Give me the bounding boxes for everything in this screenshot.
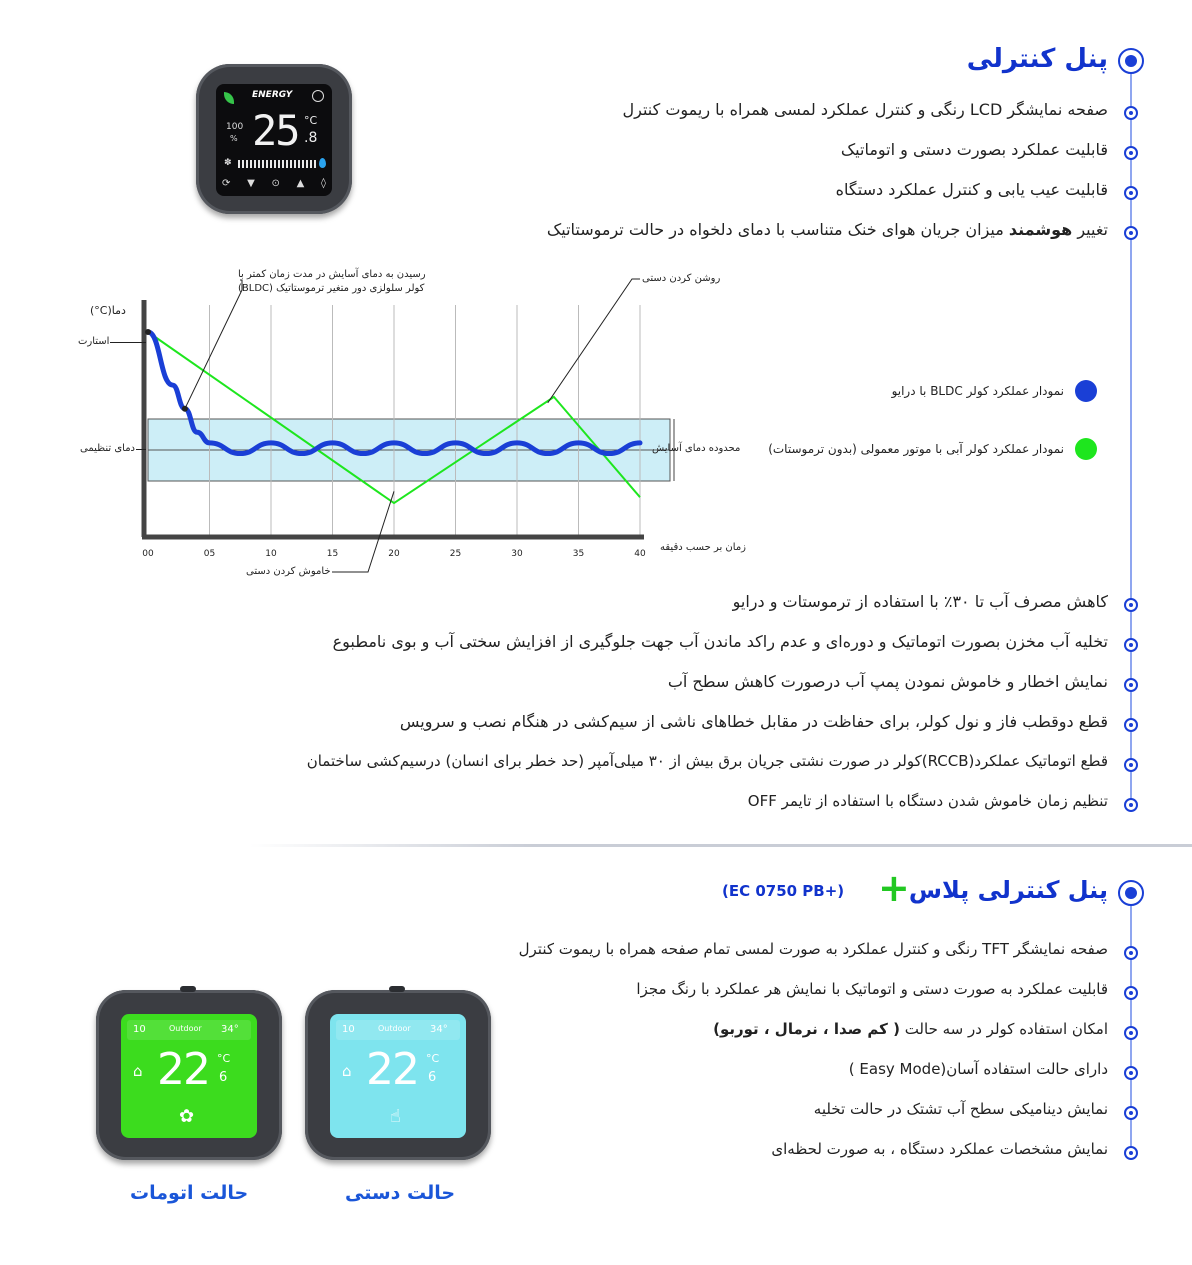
x-tick-label: 20 [388, 549, 400, 559]
x-tick-label: 35 [572, 549, 585, 559]
bullet-icon [1124, 986, 1138, 1000]
lcd-control-panel [196, 64, 352, 214]
auto-fan-icon: ✿ [179, 1106, 195, 1127]
bullet-icon [1124, 1066, 1138, 1080]
brand-logo: ENERGY [252, 90, 293, 100]
y-axis-label: دما(C°) [90, 304, 126, 317]
start-label: استارت [78, 336, 110, 347]
list-item: نمایش دینامیکی سطح آب تشتک در حالت تخلیه [813, 1100, 1108, 1118]
bullet-icon [1124, 638, 1138, 652]
list-item: تغییر هوشمند میزان جریان هوای خنک متناسب با دمای دلخواه در حالت ترموستاتیک [546, 220, 1108, 239]
setpoint-leader [136, 449, 146, 450]
device-notch [180, 986, 196, 992]
manual-off-label: خاموش کردن دستی [246, 566, 331, 577]
hand-icon: ☝ [390, 1106, 401, 1127]
legend-normal-label: نمودار عملکرد کولر آبی با موتور معمولی (بدون ترموستات) [768, 442, 1064, 456]
tft-panel-auto [96, 990, 282, 1160]
temperature-value: 22 [366, 1044, 418, 1095]
legend-bldc-label: نمودار عملکرد کولر BLDC با درایو [891, 384, 1064, 398]
outdoor-temp: 34° [430, 1024, 448, 1035]
plus-icon: + [878, 866, 910, 910]
humidity-value: 10 [342, 1024, 355, 1035]
bldc-annotation-2: کولر سلولزی دور متغیر ترموستاتیک (BLDC) [238, 283, 425, 294]
legend-normal-dot [1075, 438, 1097, 460]
temperature-decimal: 6 [219, 1070, 228, 1085]
temperature-chart [60, 260, 1160, 590]
outdoor-label: Outdoor [378, 1024, 411, 1033]
legend-bldc-dot [1075, 380, 1097, 402]
auto-mode-caption: حالت اتومات [130, 1182, 249, 1204]
bullet-icon [1124, 598, 1138, 612]
bullet-icon [1124, 1106, 1138, 1120]
list-item: قابلیت عملکرد بصورت دستی و اتوماتیک [840, 140, 1108, 159]
bldc-marker [182, 406, 188, 412]
manual-on-leader [548, 279, 640, 403]
x-tick-label: 40 [634, 549, 646, 559]
section-divider [250, 844, 1192, 847]
control-buttons-row [222, 178, 326, 189]
temperature-decimal: 6 [428, 1070, 437, 1085]
list-item: قطع اتوماتیک عملکرد(RCCB)کولر در صورت نشتی جریان برق بیش از ۳۰ میلی‌آمپر (حد خطر برای انسان) درسیم‌کشی ساختمان [306, 752, 1108, 770]
manual-off-leader [332, 491, 394, 572]
x-tick-label: 25 [449, 549, 462, 559]
x-tick-label: 00 [142, 549, 154, 559]
water-drop-icon [319, 158, 326, 168]
list-item: دارای حالت استفاده آسان(Easy Mode ) [848, 1060, 1108, 1078]
bldc-annotation-1: رسیدن به دمای آسایش در مدت زمان کمتر با [238, 269, 426, 280]
temperature-decimal: .8 [304, 130, 318, 146]
list-item: قابلیت عملکرد به صورت دستی و اتوماتیک با نمایش هر عملکرد با رنگ مجزا [636, 980, 1108, 998]
x-tick-label: 30 [511, 549, 523, 559]
fan-speed-icon: ✽ [224, 158, 232, 168]
tft-panel-manual [305, 990, 491, 1160]
list-item: صفحه نمایشگر LCD رنگی و کنترل عملکرد لمسی همراه با ریموت کنترل [622, 100, 1108, 119]
x-tick-label: 15 [326, 549, 339, 559]
list-item: صفحه نمایشگر TFT رنگی و کنترل عملکرد به صورت لمسی تمام صفحه همراه با ریموت کنترل [518, 940, 1108, 958]
list-item: کاهش مصرف آب تا ۳۰٪ با استفاده از ترموستات و درایو [732, 592, 1108, 611]
x-tick-label: 05 [203, 549, 216, 559]
bold-word: هوشمند [1008, 220, 1073, 239]
home-icon: ⌂ [342, 1062, 352, 1080]
bullet-icon [1124, 946, 1138, 960]
bullet-icon [1124, 1026, 1138, 1040]
bullet-icon [1124, 186, 1138, 200]
fan-speed-bar [238, 160, 316, 168]
list-item: قطع دوقطب فاز و نول کولر، برای حفاظت در مقابل خطاهای ناشی از سیم‌کشی در هنگام نصب و سرویس [399, 712, 1108, 731]
tft-screen [330, 1014, 466, 1138]
leaf-icon [224, 92, 234, 104]
refresh-icon[interactable]: ⟳ [222, 178, 231, 189]
humidity-percent: % [230, 134, 238, 143]
manual-mode-caption: حالت دستی [345, 1182, 456, 1204]
device-notch [389, 986, 405, 992]
humidity-value: 10 [133, 1024, 146, 1035]
humidity-value: 100 [226, 122, 244, 132]
up-arrow-icon[interactable]: ▲ [296, 178, 305, 189]
outdoor-label: Outdoor [169, 1024, 202, 1033]
lcd-screen [216, 84, 332, 196]
comfort-band-label: محدوده دمای آسایش [652, 443, 741, 454]
list-item: امکان استفاده کولر در سه حالت ( کم صدا ، نرمال ، توربو) [713, 1020, 1108, 1038]
bullet-icon [1124, 226, 1138, 240]
list-item: نمایش اخطار و خاموش نمودن پمپ آب درصورت کاهش سطح آب [667, 672, 1108, 691]
x-tick-label: 10 [265, 549, 277, 559]
bldc-annotation-leader [185, 280, 242, 409]
outdoor-temp: 34° [221, 1024, 239, 1035]
temperature-unit: °C [426, 1052, 440, 1065]
bullet-icon [1124, 758, 1138, 772]
list-item: تخلیه آب مخزن بصورت اتوماتیک و دوره‌ای و عدم راکد ماندن آب جهت جلوگیری از افزایش سختی آب و بوی نامطبوع [332, 632, 1108, 651]
temperature-unit: °C [217, 1052, 231, 1065]
section2-title: پنل کنترلی پلاس [908, 876, 1108, 904]
list-item: تنظیم زمان خاموش شدن دستگاه با استفاده از تایمر OFF [747, 792, 1108, 810]
model-code: (EC 0750 PB+) [722, 882, 845, 900]
section1-bullet-icon [1118, 48, 1144, 74]
bullet-icon [1124, 1146, 1138, 1160]
temperature-unit: °C [304, 114, 318, 127]
fan-icon [312, 90, 324, 102]
bullet-icon [1124, 106, 1138, 120]
section1-title: پنل کنترلی [966, 44, 1108, 74]
start-point [145, 329, 151, 335]
bullet-icon [1124, 718, 1138, 732]
home-icon: ⌂ [133, 1062, 143, 1080]
list-item: قابلیت عیب یابی و کنترل عملکرد دستگاه [835, 180, 1108, 199]
bold-modes: ( کم صدا ، نرمال ، توربو) [713, 1020, 900, 1038]
section2-bullet-icon [1118, 880, 1144, 906]
bullet-icon [1124, 146, 1138, 160]
manual-on-label: روشن کردن دستی [642, 273, 721, 284]
setpoint-label: دمای تنظیمی [80, 443, 135, 454]
power-icon[interactable]: ⊙ [271, 178, 280, 189]
x-axis-label: زمان بر حسب دقیقه [660, 542, 747, 553]
temperature-value: 22 [157, 1044, 209, 1095]
down-arrow-icon[interactable]: ▼ [247, 178, 255, 189]
start-leader [110, 342, 146, 343]
tft-screen [121, 1014, 257, 1138]
bullet-icon [1124, 798, 1138, 812]
bullet-icon [1124, 678, 1138, 692]
temperature-value: 25 [252, 106, 299, 155]
drop-icon[interactable]: ◊ [321, 178, 326, 189]
list-item: نمایش مشخصات عملکرد دستگاه ، به صورت لحظه‌ای [771, 1140, 1108, 1158]
